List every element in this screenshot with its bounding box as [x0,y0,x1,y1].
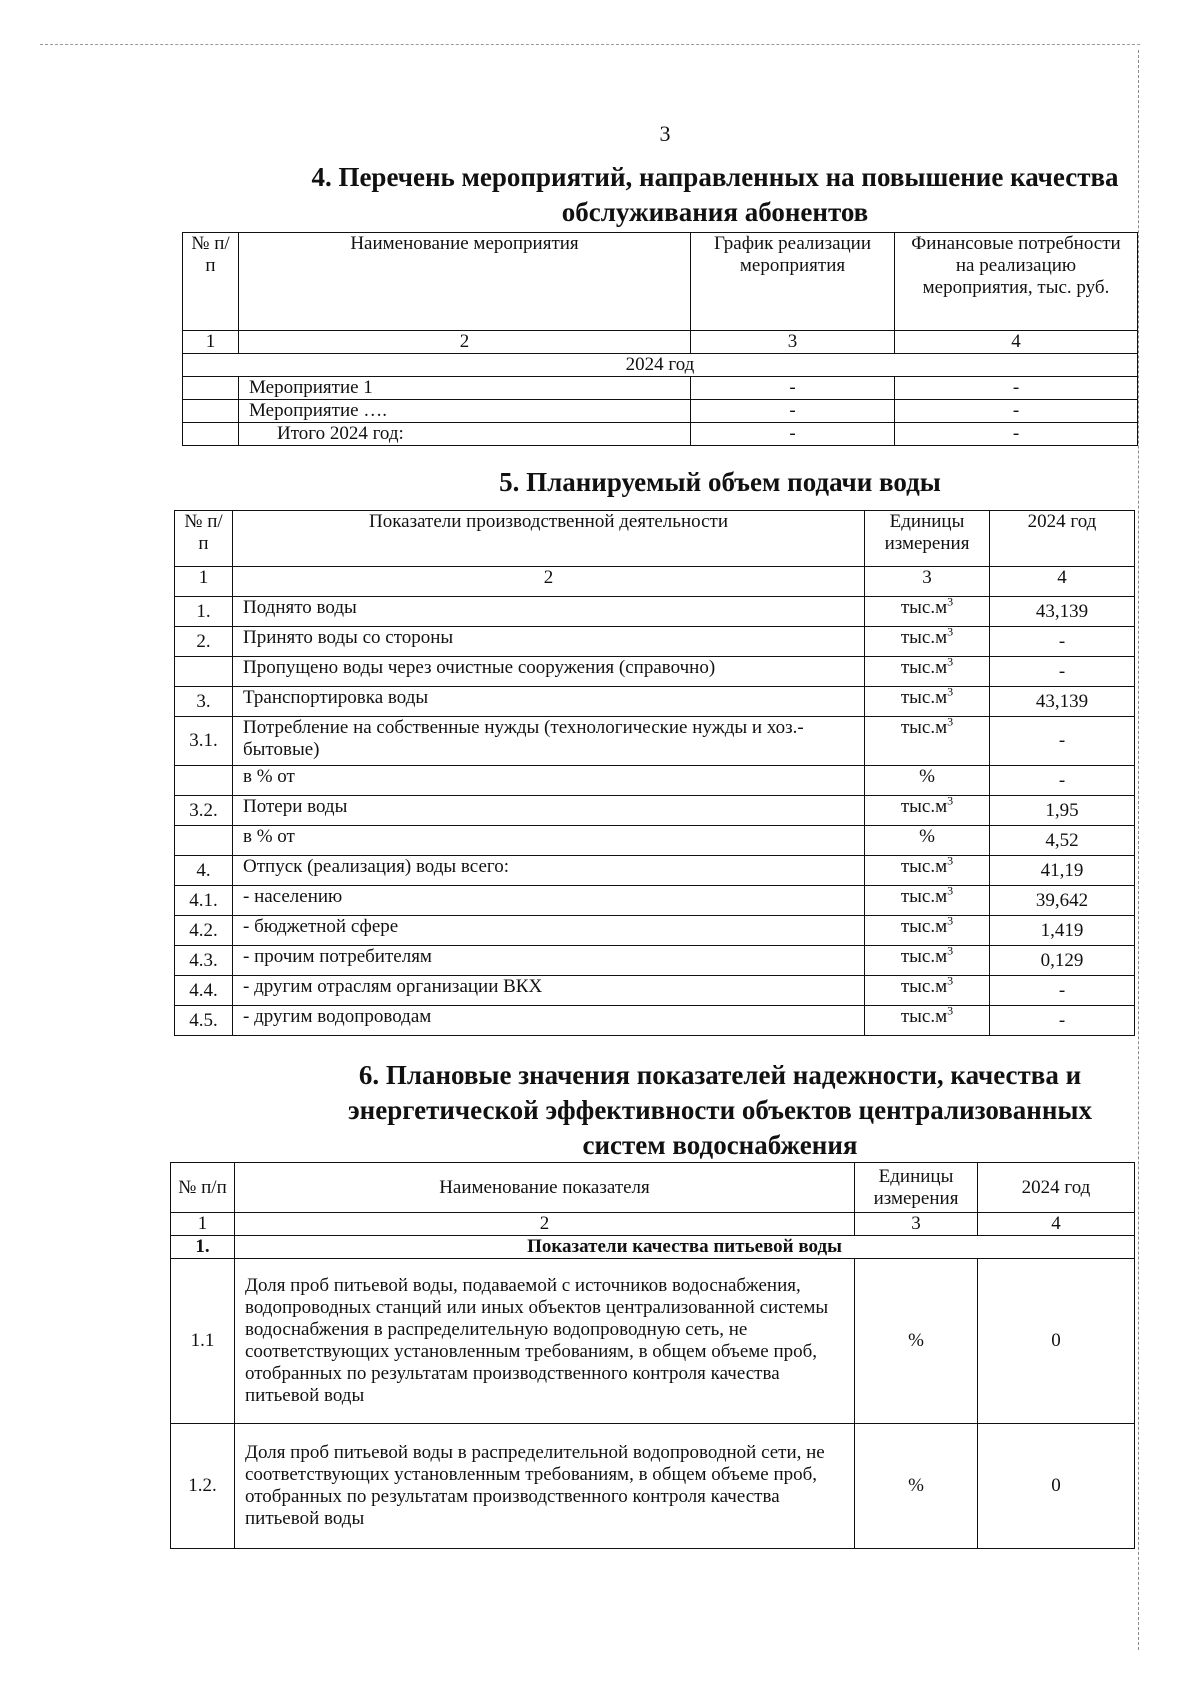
unit-exponent: 3 [947,885,954,898]
unit-exponent: 3 [947,1005,954,1018]
row-num [175,766,233,796]
unit-base: тыс.м [900,687,948,708]
row-name: Потребление на собственные нужды (технологические нужды и хоз.-бытовые) [233,717,865,766]
unit-exponent: 3 [947,795,954,808]
row-num: 4.3. [175,946,233,976]
unit-base: тыс.м [900,856,948,877]
group-row [171,1236,1135,1259]
section6-table [170,1162,1135,1549]
row-name: в % от [233,766,865,796]
scan-edge-right [1138,50,1139,1650]
row-name: - бюджетной сфере [233,916,865,946]
row-value: 41,19 [990,856,1135,886]
header-name: Наименование мероприятия [239,233,691,331]
header-indicator: Наименование показателя [235,1163,855,1213]
column-number-row [171,1213,1135,1236]
table-row [175,796,1135,826]
row-num: 2. [175,627,233,657]
section6-title-line1: 6. Плановые значения показателей надежности, качества и [358,1060,1082,1090]
year-row [183,354,1138,377]
row-unit [865,796,990,826]
header-num: № п/п [183,233,239,331]
row-value: - [990,976,1135,1006]
row-unit [865,886,990,916]
row-name: Отпуск (реализация) воды всего: [233,856,865,886]
row-name: Транспортировка воды [233,687,865,717]
table-header-row [171,1163,1135,1213]
section6-title-line2: энергетической эффективности объектов централизованных [347,1095,1092,1125]
row-num: 3. [175,687,233,717]
column-number-row [175,567,1135,597]
row-schedule: - [691,400,895,423]
row-num: 4.5. [175,1006,233,1036]
unit-base: тыс.м [900,1006,948,1027]
col-number: 1 [171,1213,235,1236]
row-name: - другим водопроводам [233,1006,865,1036]
header-year: 2024 год [990,511,1135,567]
row-name: Потери воды [233,796,865,826]
section5-rows [175,597,1135,1036]
col-number: 4 [978,1213,1135,1236]
table-row [175,657,1135,687]
table-row [175,597,1135,627]
section5-title: 5. Планируемый объем подачи воды [499,467,941,497]
row-name: Мероприятие 1 [239,377,691,400]
col-number: 3 [855,1213,978,1236]
row-num: 3.2. [175,796,233,826]
row-unit [865,976,990,1006]
col-number: 1 [175,567,233,597]
col-number: 2 [235,1213,855,1236]
row-name: в % от [233,826,865,856]
unit-exponent: 3 [947,626,954,639]
row-name: Доля проб питьевой воды, подаваемой с источников водоснабжения, водопроводных станций или иных объектов централизованной системы водоснабжения в распределительную водопроводную сеть, не соответствующих установленным требованиям, в общем объеме проб, отобранных по результатам производственного контроля качества питьевой воды [235,1259,855,1424]
row-value: 0,129 [990,946,1135,976]
row-value: 4,52 [990,826,1135,856]
table-row [171,1424,1135,1549]
col-number: 3 [691,331,895,354]
row-num [183,400,239,423]
row-value: - [990,717,1135,766]
col-number: 2 [239,331,691,354]
unit-base: тыс.м [900,627,948,648]
unit-base: тыс.м [900,717,948,738]
section6-title-line3: систем водоснабжения [582,1130,858,1160]
row-name: Пропущено воды через очистные сооружения (справочно) [233,657,865,687]
column-number-row [183,331,1138,354]
row-finance: - [895,423,1138,446]
row-unit [865,946,990,976]
table-row [175,856,1135,886]
unit-exponent: 3 [947,945,954,958]
unit-base: тыс.м [900,946,948,967]
row-num [183,377,239,400]
header-unit: Единицы измерения [855,1163,978,1213]
row-num: 1.1 [171,1259,235,1424]
table-row [175,687,1135,717]
row-value: - [990,657,1135,687]
table-row [175,717,1135,766]
header-unit: Единицы измерения [865,511,990,567]
row-unit [865,597,990,627]
page-number: 3 [659,121,671,146]
row-value: - [990,1006,1135,1036]
row-unit [865,1006,990,1036]
unit-base: тыс.м [900,597,948,618]
row-value: - [990,627,1135,657]
unit-exponent: 3 [947,656,954,669]
row-unit [865,687,990,717]
row-num: 4. [175,856,233,886]
row-num: 4.4. [175,976,233,1006]
unit-exponent: 3 [947,596,954,609]
row-name: Мероприятие …. [239,400,691,423]
section4-title [290,160,1140,230]
row-finance: - [895,377,1138,400]
scan-edge-top [40,44,1140,45]
row-value: 1,419 [990,916,1135,946]
row-num: 3.1. [175,717,233,766]
col-number: 2 [233,567,865,597]
row-value: 39,642 [990,886,1135,916]
row-unit [865,627,990,657]
section4-title-line1: 4. Перечень мероприятий, направленных на повышение качества [311,162,1119,192]
table-row [175,886,1135,916]
row-unit [865,916,990,946]
year-label: 2024 год [183,354,1138,377]
row-finance: - [895,400,1138,423]
unit-exponent: 3 [947,716,954,729]
col-number: 3 [865,567,990,597]
table-row [175,766,1135,796]
row-unit [865,657,990,687]
table-header-row [175,511,1135,567]
row-unit: % [855,1424,978,1549]
row-name: Доля проб питьевой воды в распределительной водопроводной сети, не соответствующих установленным требованиям, в общем объеме проб, отобранных по результатам производственного контроля качества питьевой воды [235,1424,855,1549]
table-row [175,826,1135,856]
row-name: Итого 2024 год: [239,423,691,446]
row-value: 1,95 [990,796,1135,826]
table-header-row [183,233,1138,331]
table-row [175,976,1135,1006]
table-row [175,946,1135,976]
unit-exponent: 3 [947,975,954,988]
header-num: № п/п [175,511,233,567]
row-unit: % [865,826,990,856]
row-num [175,657,233,687]
row-schedule: - [691,377,895,400]
table-row [183,400,1138,423]
unit-base: тыс.м [900,976,948,997]
row-unit: % [855,1259,978,1424]
group-num: 1. [171,1236,235,1259]
row-value: 0 [978,1259,1135,1424]
table-row [171,1259,1135,1424]
row-unit [865,717,990,766]
col-number: 1 [183,331,239,354]
row-value: 43,139 [990,597,1135,627]
section4-table [182,232,1138,446]
row-name: Поднято воды [233,597,865,627]
section5-table [174,510,1135,1036]
row-value: - [990,766,1135,796]
table-row [183,377,1138,400]
unit-base: тыс.м [900,796,948,817]
table-row [175,627,1135,657]
row-num [175,826,233,856]
unit-base: тыс.м [900,886,948,907]
header-finance: Финансовые потребности на реализацию мероприятия, тыс. руб. [895,233,1138,331]
unit-exponent: 3 [947,855,954,868]
row-unit: % [865,766,990,796]
row-num: 4.1. [175,886,233,916]
table-row [175,916,1135,946]
section4-title-line2: обслуживания абонентов [561,197,869,227]
table-row [175,1006,1135,1036]
header-indicator: Показатели производственной деятельности [233,511,865,567]
col-number: 4 [990,567,1135,597]
row-num: 4.2. [175,916,233,946]
unit-base: тыс.м [900,657,948,678]
header-schedule: График реализации мероприятия [691,233,895,331]
row-name: - населению [233,886,865,916]
row-num: 1. [175,597,233,627]
unit-base: тыс.м [900,916,948,937]
row-name: - другим отраслям организации ВКХ [233,976,865,1006]
row-name: Принято воды со стороны [233,627,865,657]
header-year: 2024 год [978,1163,1135,1213]
row-unit [865,856,990,886]
table-row-total [183,423,1138,446]
row-value: 0 [978,1424,1135,1549]
row-name: - прочим потребителям [233,946,865,976]
row-num [183,423,239,446]
group-name: Показатели качества питьевой воды [235,1236,1135,1259]
row-value: 43,139 [990,687,1135,717]
section6-title [300,1058,1140,1163]
row-num: 1.2. [171,1424,235,1549]
header-num: № п/п [171,1163,235,1213]
unit-exponent: 3 [947,915,954,928]
row-schedule: - [691,423,895,446]
unit-exponent: 3 [947,686,954,699]
col-number: 4 [895,331,1138,354]
